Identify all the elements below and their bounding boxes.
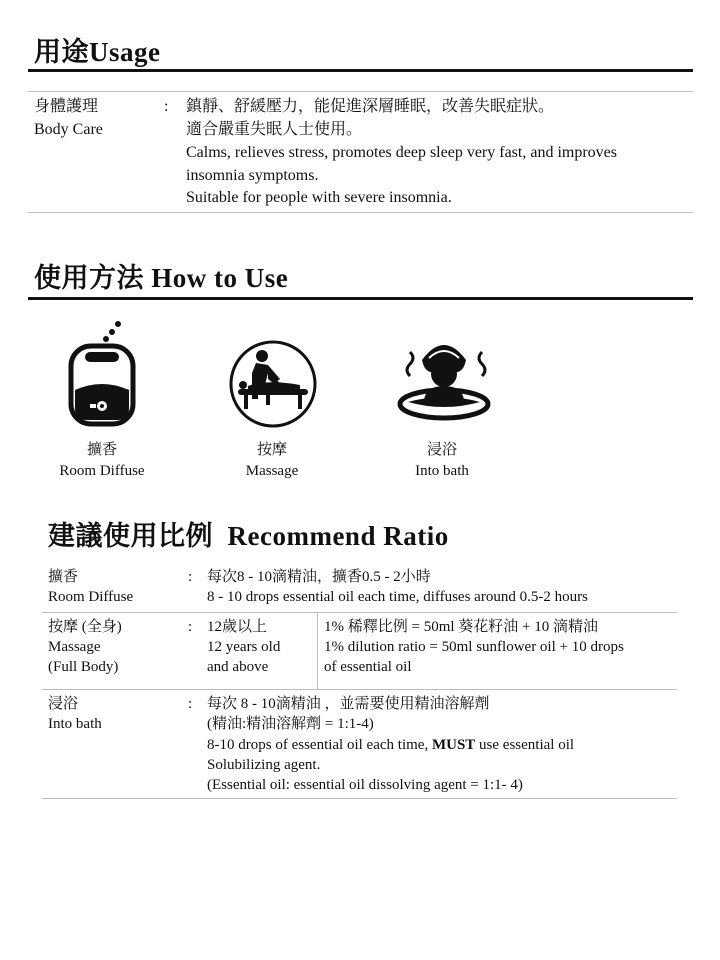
ratio-diffuse-zh: 每次8 - 10滴精油，擴香0.5 - 2小時 [207, 569, 431, 585]
ratio-massage-ratio-zh: 1% 稀釋比例 = 50ml 葵花籽油 + 10 滴精油 [324, 619, 599, 635]
usage-label-en: Body Care [34, 121, 103, 138]
ratio-massage-age-en1: 12 years old [207, 639, 281, 655]
usage-line: 鎮靜、舒緩壓力，能促進深層睡眠，改善失眠症狀。 [186, 98, 555, 115]
method-label-zh: 浸浴 [426, 442, 457, 458]
ratio-massage-ratio-en2: of essential oil [324, 659, 412, 675]
ratio-bath-label-zh: 浸浴 [48, 696, 79, 712]
ratio-massage-label-zh: 按摩 (全身) [48, 619, 122, 635]
ratio-bath-line2: (精油:精油溶解劑 = 1:1-4) [207, 716, 374, 732]
method-label-en: Room Diffuse [59, 463, 145, 479]
usage-rule [28, 69, 693, 72]
ratio-massage-age-en2: and above [207, 659, 269, 675]
ratio-divider [42, 612, 677, 613]
how-to-use-rule [28, 297, 693, 300]
how-to-use-heading: 使用方法 How to Use [34, 263, 289, 293]
massage-icon [228, 339, 318, 429]
usage-heading: 用途Usage [34, 37, 161, 67]
ratio-bottom-divider [42, 798, 677, 799]
usage-line: Suitable for people with severe insomnia. [186, 189, 452, 206]
ratio-diffuse-label-zh: 擴香 [48, 569, 79, 585]
must-emphasis: MUST [431, 737, 476, 753]
ratio-bath-label-en: Into bath [48, 716, 102, 732]
ratio-heading: 建議使用比例 Recommend Ratio [48, 521, 449, 551]
ratio-massage-label-en: Massage [48, 639, 101, 655]
method-label-en: Into bath [415, 463, 469, 479]
usage-bottom-divider [28, 212, 693, 213]
usage-line: 適合嚴重失眠人士使用。 [186, 121, 363, 138]
method-label-zh: 擴香 [86, 442, 117, 458]
usage-top-divider [28, 91, 693, 92]
ratio-bath-line5: (Essential oil: essential oil dissolving agent = 1:1- 4) [207, 777, 523, 793]
usage-label-zh: 身體護理 [34, 98, 99, 115]
method-massage [212, 440, 332, 482]
method-diffuse [42, 440, 162, 482]
ratio-bath-line1: 每次 8 - 10滴精油 ，並需要使用精油溶解劑 [207, 696, 490, 712]
ratio-colon: : [188, 696, 193, 712]
ratio-massage-ratio-en1: 1% dilution ratio = 50ml sunflower oil + 10 drops [324, 639, 624, 655]
diffuser-icon [62, 318, 142, 428]
method-label-en: Massage [245, 463, 299, 479]
ratio-column-divider [317, 612, 318, 689]
usage-line: Calms, relieves stress, promotes deep sleep very fast, and improves [186, 144, 617, 161]
method-bath [382, 440, 502, 482]
ratio-bath-line3: 8-10 drops of essential oil each time, MUST use essential oil [207, 737, 575, 753]
ratio-diffuse-en: 8 - 10 drops essential oil each time, diffuses around 0.5-2 hours [207, 589, 588, 605]
ratio-bath-line4: Solubilizing agent. [207, 757, 321, 773]
usage-line: insomnia symptoms. [186, 167, 319, 184]
ratio-colon: : [188, 569, 193, 585]
usage-colon: : [164, 98, 169, 115]
ratio-massage-label-en2: (Full Body) [48, 659, 119, 675]
method-label-zh: 按摩 [256, 442, 287, 458]
bath-icon [394, 330, 494, 430]
ratio-colon: : [188, 619, 193, 635]
ratio-diffuse-label-en: Room Diffuse [48, 589, 134, 605]
ratio-divider [42, 689, 677, 690]
ratio-massage-age-zh: 12歲以上 [207, 619, 268, 635]
